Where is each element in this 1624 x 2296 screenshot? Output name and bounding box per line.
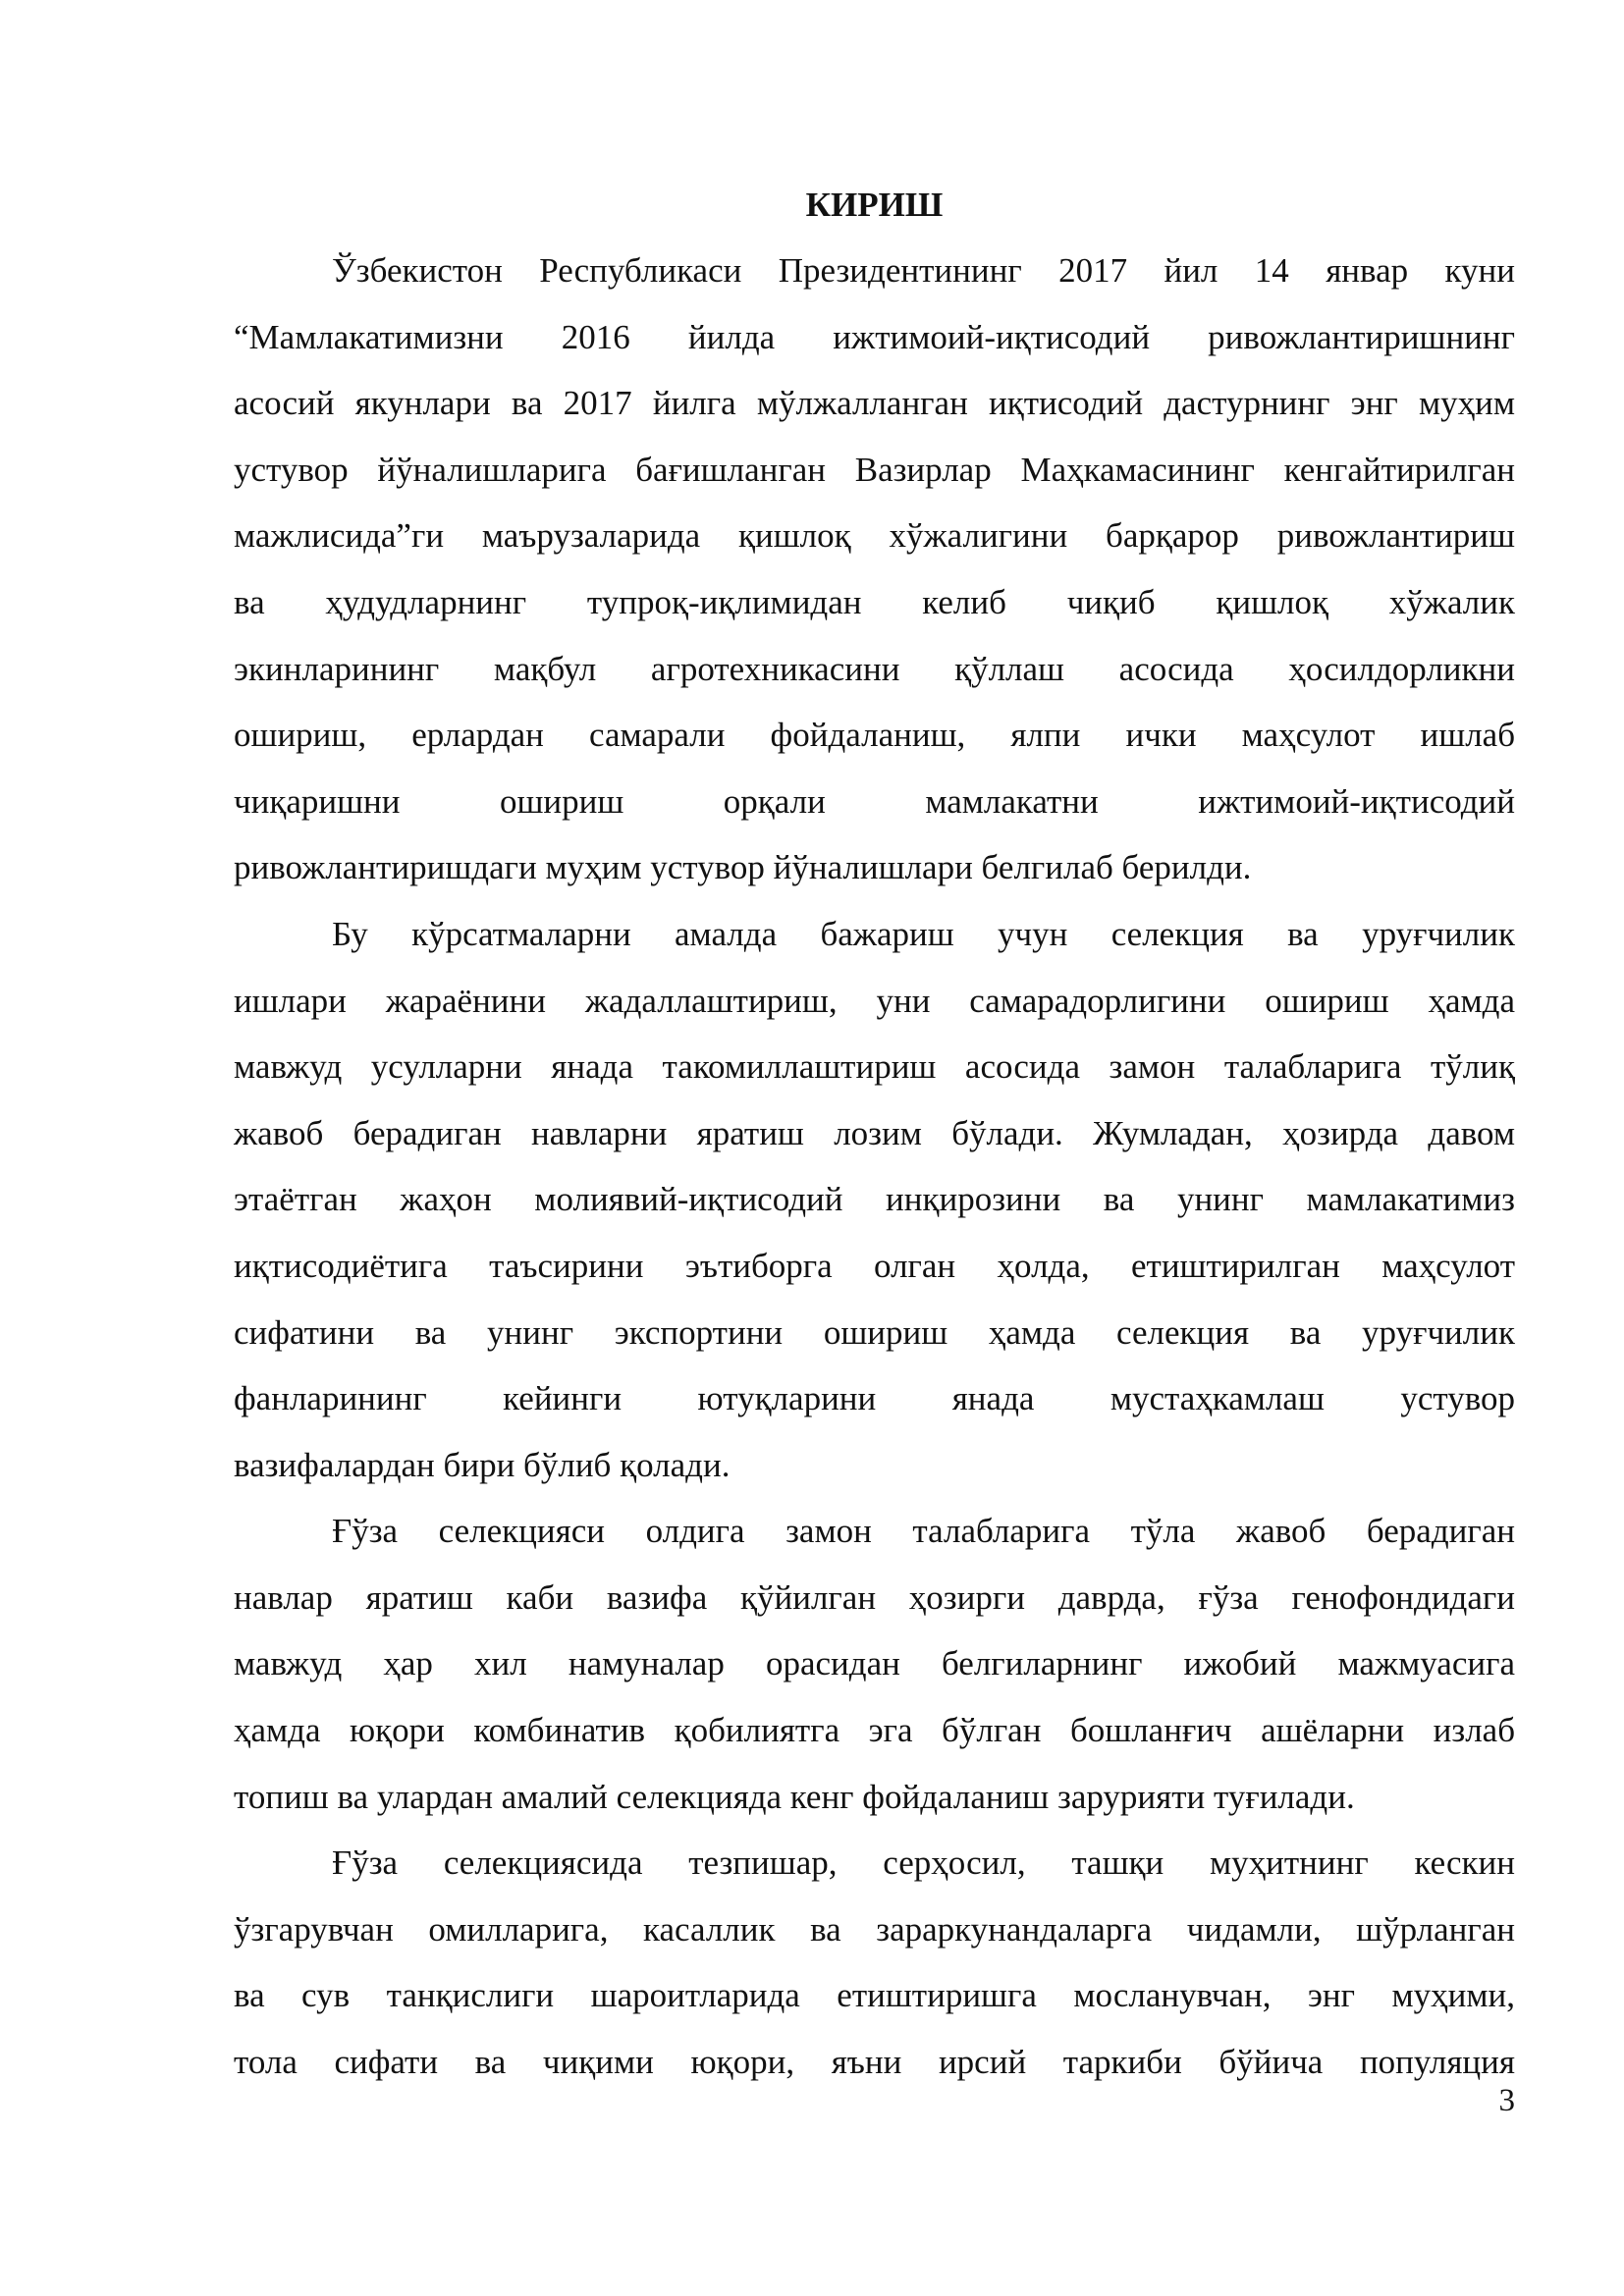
text-line: мажлисида”ги маърузаларида қишлоқ хўжалигини барқарор ривожлантириш (234, 516, 1515, 556)
text-line: Ўзбекистон Республикаси Президентининг 2017 йил 14 январ куни (332, 251, 1515, 290)
paragraph-4 (234, 1830, 1515, 2095)
paragraph-2 (234, 901, 1515, 1498)
paragraph-1 (234, 238, 1515, 901)
text-line: вазифалардан бири бўлиб қолади. (234, 1445, 731, 1484)
text-line: экинларининг мақбул агротехникасини қўллаш асосида ҳосилдорликни (234, 649, 1515, 688)
text-line: ўзгарувчан омилларига, касаллик ва зараркунандаларга чидамли, шўрланган (234, 1909, 1515, 1949)
text-line: сифатини ва унинг экспортини ошириш ҳамда селекция ва уруғчилик (234, 1312, 1515, 1352)
text-line: этаётган жаҳон молиявий-иқтисодий инқирозини ва унинг мамлакатимиз (234, 1180, 1515, 1219)
page-number: 3 (1498, 2083, 1515, 2118)
text-line: ошириш, ерлардан самарали фойдаланиш, ялпи ички маҳсулот ишлаб (234, 716, 1515, 755)
section-heading: КИРИШ (805, 186, 944, 224)
text-line: мавжуд ҳар хил намуналар орасидан белгиларнинг ижобий мажмуасига (234, 1644, 1515, 1683)
text-line: Ғўза селекциясида тезпишар, серҳосил, ташқи муҳитнинг кескин (332, 1843, 1515, 1883)
document-body (234, 173, 1515, 2096)
text-line: ва сув танқислиги шароитларида етиштиришга мосланувчан, энг муҳими, (234, 1976, 1515, 2015)
text-line: устувор йўналишларига бағишланган Вазирлар Маҳкамасининг кенгайтирилган (234, 450, 1515, 489)
text-line: Бу кўрсатмаларни амалда бажариш учун селекция ва уруғчилик (332, 914, 1515, 953)
text-line: чиқаришни ошириш орқали мамлакатни ижтимоий-иқтисодий (234, 781, 1515, 821)
text-line: ривожлантиришдаги муҳим устувор йўналишлари белгилаб берилди. (234, 848, 1252, 887)
text-line: иқтисодиётига таъсирини эътиборга олган ҳолда, етиштирилган маҳсулот (234, 1246, 1515, 1285)
text-line: фанларининг кейинги ютуқларини янада мустаҳкамлаш устувор (234, 1379, 1515, 1418)
text-line: тола сифати ва чиқими юқори, яъни ирсий таркиби бўйича популяция (234, 2043, 1515, 2082)
text-line: ишлари жараёнини жадаллаштириш, уни самарадорлигини ошириш ҳамда (234, 981, 1515, 1020)
text-line: навлар яратиш каби вазифа қўйилган ҳозирги даврда, ғўза генофондидаги (234, 1577, 1515, 1617)
text-line: “Мамлакатимизни 2016 йилда ижтимоий-иқтисодий ривожлантиришнинг (234, 317, 1515, 356)
paragraph-3 (234, 1498, 1515, 1830)
text-line: топиш ва улардан амалий селекцияда кенг фойдаланиш зарурияти туғилади. (234, 1777, 1355, 1816)
text-line: мавжуд усулларни янада такомиллаштириш асосида замон талабларига тўлиқ (234, 1047, 1515, 1087)
text-line: Ғўза селекцияси олдига замон талабларига тўла жавоб берадиган (332, 1512, 1515, 1551)
text-line: жавоб берадиган навларни яратиш лозим бўлади. Жумладан, ҳозирда давом (234, 1113, 1515, 1152)
text-line: ва ҳудудларнинг тупроқ-иқлимидан келиб чиқиб қишлоқ хўжалик (234, 582, 1515, 621)
text-line: ҳамда юқори комбинатив қобилиятга эга бўлган бошланғич ашёларни излаб (234, 1711, 1515, 1750)
text-line: асосий якунлари ва 2017 йилга мўлжалланган иқтисодий дастурнинг энг муҳим (234, 384, 1515, 423)
